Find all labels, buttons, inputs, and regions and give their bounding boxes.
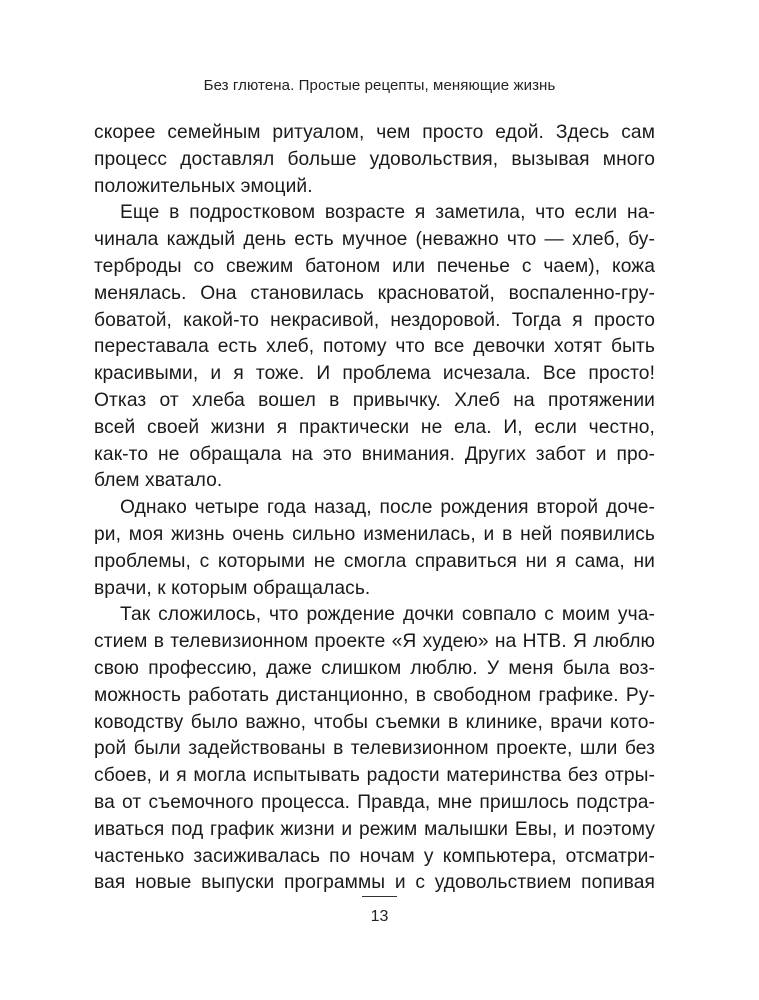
- text-line: стием в телевизионном проекте «Я худею» на НТВ. Я люблю: [94, 631, 655, 653]
- text-line: Однако четыре года назад, после рождения второй доче-: [120, 497, 655, 519]
- page-number: 13: [370, 908, 389, 925]
- text-line: сбоев, и я могла испытывать радости материнства без отры-: [94, 765, 655, 787]
- text-line: терброды со свежим батоном или печенье с чаем), кожа: [94, 255, 655, 277]
- text-line: блем хватало.: [94, 470, 223, 492]
- text-line: частенько засиживалась по ночам у компьютера, отсматри-: [94, 845, 655, 867]
- running-header: Без глютена. Простые рецепты, меняющие жизнь: [203, 77, 556, 94]
- text-line: Так сложилось, что рождение дочки совпало с моим уча-: [120, 604, 655, 626]
- text-line: ва от съемочного процесса. Правда, мне пришлось подстра-: [94, 791, 655, 813]
- text-line: иваться под график жизни и режим малышки Евы, и поэтому: [94, 818, 655, 840]
- text-line: чинала каждый день есть мучное (неважно что — хлеб, бу-: [94, 229, 655, 251]
- body-text: [94, 120, 655, 897]
- text-line: красивыми, и я тоже. И проблема исчезала. Все просто!: [94, 363, 655, 385]
- text-line: вая новые выпуски программы и с удовольствием попивая: [94, 872, 655, 894]
- text-line: врачи, к которым обращалась.: [94, 577, 371, 599]
- text-line: проблемы, с которыми не смогла справиться ни я сама, ни: [94, 550, 655, 572]
- text-line: Отказ от хлеба вошел в привычку. Хлеб на протяжении: [94, 389, 655, 411]
- page-number-rule: [362, 896, 397, 897]
- text-line: процесс доставлял больше удовольствия, вызывая много: [94, 148, 655, 170]
- text-line: рой были задействованы в телевизионном проекте, шли без: [94, 738, 655, 760]
- text-line: боватой, какой-то некрасивой, нездоровой. Тогда я просто: [94, 309, 655, 331]
- text-line: Еще в подростковом возрасте я заметила, что если на-: [120, 202, 655, 224]
- text-line: ри, моя жизнь очень сильно изменилась, и в ней появились: [94, 523, 655, 545]
- text-line: переставала есть хлеб, потому что все девочки хотят быть: [94, 336, 655, 358]
- text-line: положительных эмоций.: [94, 175, 313, 197]
- text-line: всей своей жизни я практически не ела. И, если честно,: [94, 416, 655, 438]
- text-line: можность работать дистанционно, в свободном графике. Ру-: [94, 684, 655, 706]
- text-line: как-то не обращала на это внимания. Других забот и про-: [94, 443, 655, 465]
- text-line: скорее семейным ритуалом, чем просто едой. Здесь сам: [94, 122, 655, 143]
- text-line: менялась. Она становилась красноватой, воспаленно-гру-: [94, 282, 655, 304]
- text-line: свою профессию, даже слишком люблю. У меня была воз-: [94, 657, 655, 679]
- text-line: ководству было важно, чтобы съемки в клинике, врачи кото-: [94, 711, 655, 733]
